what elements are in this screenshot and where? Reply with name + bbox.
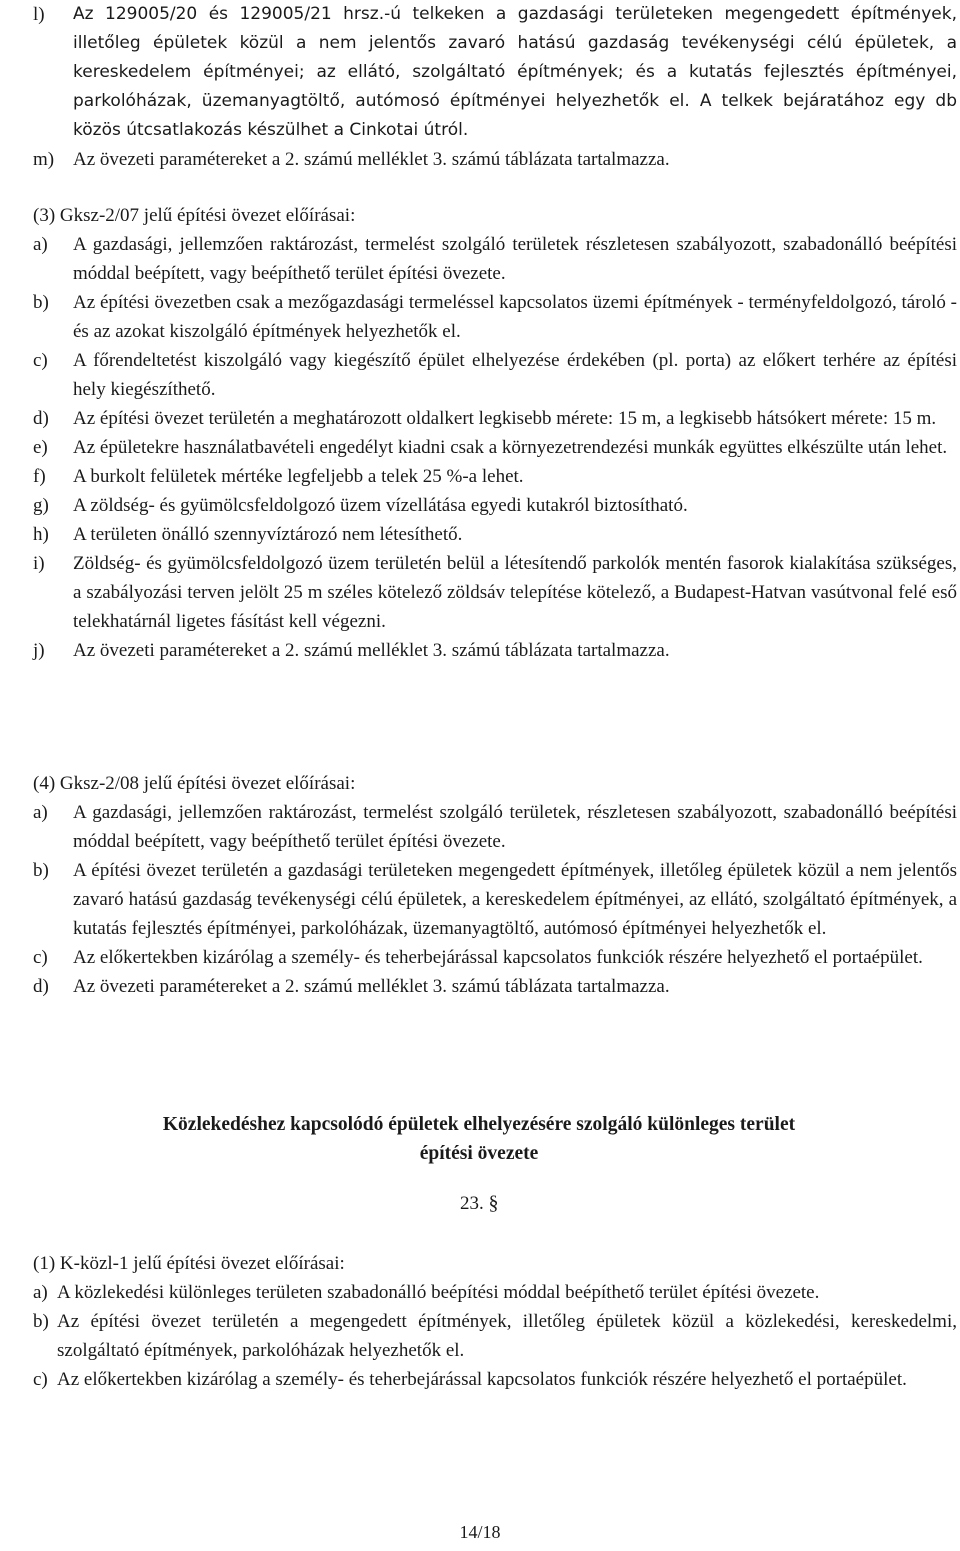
item-text: Az építési övezetben csak a mezőgazdasági termeléssel kapcsolatos üzemi építmények - terményfeldolgozó, tároló - és az azokat kiszolgáló építmények helyezhetők el. <box>73 292 957 342</box>
item-text: Az építési övezet területén a meghatározott oldalkert legkisebb mérete: 15 m, a legkisebb hátsókert mérete: 15 m. <box>73 408 937 429</box>
item-label: c) <box>33 1369 48 1390</box>
list-item <box>33 462 957 491</box>
list-item-m <box>33 145 957 174</box>
list-item <box>33 288 957 346</box>
item-text: Az övezeti paramétereket a 2. számú melléklet 3. számú táblázata tartalmazza. <box>73 640 670 661</box>
item-text: A területen önálló szennyvíztározó nem létesíthető. <box>73 524 463 545</box>
list-item <box>33 491 957 520</box>
item-text: Az övezeti paramétereket a 2. számú melléklet 3. számú táblázata tartalmazza. <box>73 976 670 997</box>
list-item <box>33 1365 957 1394</box>
item-label: m) <box>33 149 55 170</box>
list-item <box>33 404 957 433</box>
item-text: Az övezeti paramétereket a 2. számú melléklet 3. számú táblázata tartalmazza. <box>73 149 670 170</box>
item-label: b) <box>33 292 49 313</box>
list-item-l <box>33 0 957 145</box>
item-label: a) <box>33 234 48 255</box>
list-item <box>33 943 957 972</box>
list-item <box>33 856 957 943</box>
list-item <box>33 230 957 288</box>
list-item <box>33 798 957 856</box>
list-item <box>33 636 957 665</box>
item-label: g) <box>33 495 49 516</box>
item-text: Az 129005/20 és 129005/21 hrsz.-ú telkeken a gazdasági területeken megengedett építmények, illetőleg épületek közül a nem jelentős zavaró hatású gazdaság tevékenységi célú épületek, a kereskedelem építményei; az ellátó, szolgáltató építmények; és a kutatás fejlesztés építményei, parkolóházak, üzemanyagtöltő, autómosó építményei helyezhetők el. A telkek bejáratához egy db közös útcsatlakozás készülhet a Cinkotai útról. <box>73 4 957 140</box>
heading-line-1: Közlekedéshez kapcsolódó épületek elhelyezésére szolgáló különleges terület <box>162 1114 796 1135</box>
section-title: (4) Gksz-2/08 jelű építési övezet előírásai: <box>33 773 356 794</box>
section-3 <box>33 201 957 665</box>
section-title: (1) K-közl-1 jelű építési övezet előírásai: <box>33 1253 345 1274</box>
item-label: d) <box>33 976 49 997</box>
item-text: A gazdasági, jellemzően raktározást, termelést szolgáló területek, részletesen szabályozott, szabadonálló beépítési móddal beépített, vagy beépíthető terület építési övezete. <box>73 802 957 852</box>
item-text: Zöldség- és gyümölcsfeldolgozó üzem területén belül a létesítendő parkolók mentén fasorok kialakítása szükséges, a szabályozási terven jelölt 25 m széles kötelező zöldsáv telepítése kötelező, a Budapest-Hatvan vasútvonal felé eső telekhatárnál ligetes fásítást kell végezni. <box>73 553 957 632</box>
section-sign: § <box>488 1192 499 1214</box>
item-label: b) <box>33 1311 49 1332</box>
section-4 <box>33 769 957 1001</box>
section-k-kozl-1 <box>33 1249 957 1394</box>
item-label: c) <box>33 947 48 968</box>
list-item <box>33 433 957 462</box>
heading-line-2: építési övezete <box>419 1143 539 1164</box>
page-number: 14/18 <box>459 1522 501 1542</box>
section-number <box>460 1192 499 1215</box>
list-item <box>33 972 957 1001</box>
item-text: A gazdasági, jellemzően raktározást, termelést szolgáló területek részletesen szabályozott, szabadonálló beépítési móddal beépített, vagy beépíthető terület építési övezete. <box>73 234 957 284</box>
item-text: Az épületekre használatbavételi engedélyt kiadni csak a környezetrendezési munkák együttes elkészülte után lehet. <box>73 437 948 458</box>
item-label: d) <box>33 408 49 429</box>
chapter-heading <box>33 1110 925 1168</box>
list-item <box>33 346 957 404</box>
list-item <box>33 1278 957 1307</box>
item-text: A burkolt felületek mértéke legfeljebb a telek 25 %-a lehet. <box>73 466 524 487</box>
item-text: A főrendeltetést kiszolgáló vagy kiegészítő épület elhelyezése érdekében (pl. porta) az előkert terhére az építési hely kiegészíthető. <box>73 350 957 400</box>
item-label: c) <box>33 350 48 371</box>
item-label: a) <box>33 802 48 823</box>
item-label: l) <box>33 4 45 25</box>
item-label: a) <box>33 1282 48 1303</box>
item-label: b) <box>33 860 49 881</box>
list-item <box>33 1307 957 1365</box>
item-text: Az építési övezet területén a megengedett építmények, illetőleg épületek közül a közlekedési, kereskedelmi, szolgáltató építmények, parkolóházak helyezhetők el. <box>57 1311 957 1361</box>
item-text: A közlekedési különleges területen szabadonálló beépítési móddal beépíthető terület építési övezete. <box>57 1282 820 1303</box>
item-text: A építési övezet területén a gazdasági területeken megengedett építmények, illetőleg épületek közül a nem jelentős zavaró hatású gazdaság tevékenységi célú épületek, a kereskedelem építményei, az ellátó, szolgáltató építmények, a kutatás fejlesztés építményei, parkolóházak, üzemanyagtöltő, autómosó építményei helyezhetők el. <box>73 860 957 939</box>
item-label: f) <box>33 466 46 487</box>
list-item <box>33 520 957 549</box>
item-text: A zöldség- és gyümölcsfeldolgozó üzem vízellátása egyedi kutakról biztosítható. <box>73 495 688 516</box>
section-number-text: 23. <box>460 1193 484 1214</box>
item-text: Az előkertekben kizárólag a személy- és teherbejárással kapcsolatos funkciók részére helyezhető el portaépület. <box>73 947 923 968</box>
section-title: (3) Gksz-2/07 jelű építési övezet előírásai: <box>33 205 356 226</box>
list-item <box>33 549 957 636</box>
item-text: Az előkertekben kizárólag a személy- és teherbejárással kapcsolatos funkciók részére helyezhető el portaépület. <box>57 1369 907 1390</box>
item-label: h) <box>33 524 49 545</box>
section-l-m <box>33 0 957 174</box>
item-label: i) <box>33 553 45 574</box>
item-label: e) <box>33 437 48 458</box>
item-label: j) <box>33 640 45 661</box>
